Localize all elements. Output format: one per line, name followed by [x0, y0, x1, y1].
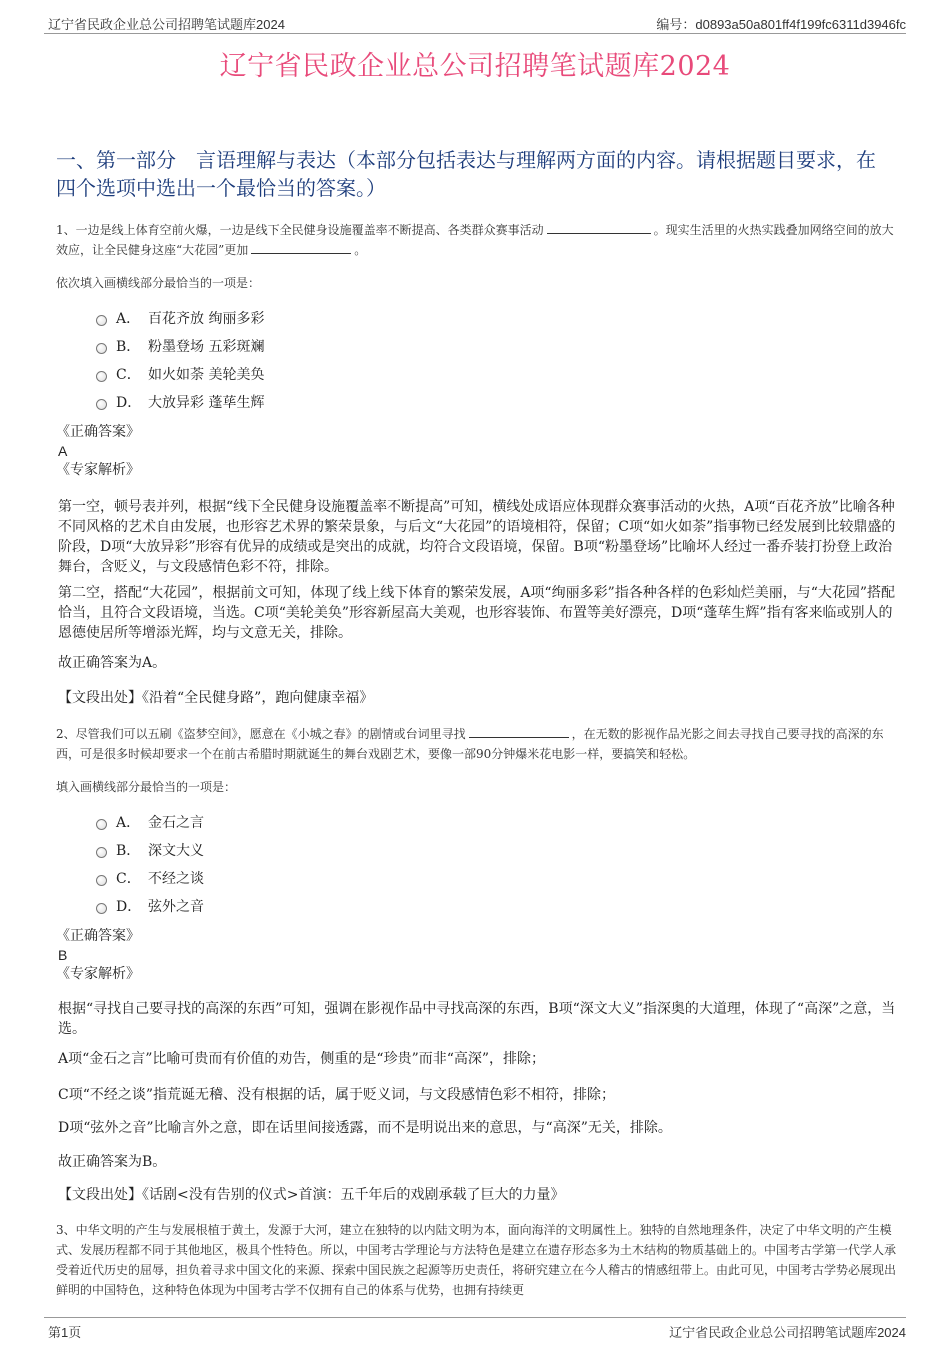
radio-icon[interactable]: [96, 315, 107, 326]
option-b[interactable]: B． 深文大义: [96, 836, 900, 864]
header-divider: [44, 33, 906, 34]
expert-analysis-label: 《专家解析》: [56, 462, 140, 478]
question-1-text: 1、一边是线上体育空前火爆，一边是线下全民健身设施覆盖率不断提高、各类群众赛事活动 。现实生活里的火热实践叠加网络空间的放大效应，让全民健身这座“大花园”更加 。: [56, 223, 894, 257]
correct-answer-value: B: [58, 947, 68, 963]
correct-answer-label: 《正确答案》: [56, 424, 140, 440]
section-title: 一、第一部分 言语理解与表达（本部分包括表达与理解两方面的内容。请根据题目要求，在四个选项中选出一个最恰当的答案。）: [56, 148, 876, 200]
source-citation: 【文段出处】《话剧<没有告别的仪式>首演：五千年后的戏剧承载了巨大的力量》: [58, 1187, 565, 1203]
question-1: [56, 220, 900, 260]
answer-blank: [547, 221, 651, 234]
answer-blank: [469, 725, 569, 738]
analysis-conclusion: 故正确答案为A。: [58, 655, 167, 671]
correct-answer-label: 《正确答案》: [56, 928, 140, 944]
question-2: [56, 724, 900, 764]
header-left-title: 辽宁省民政企业总公司招聘笔试题库2024: [48, 17, 285, 32]
expert-analysis-label: 《专家解析》: [56, 966, 140, 982]
radio-icon[interactable]: [96, 343, 107, 354]
question-2-text: 2、尽管我们可以五刷《盗梦空间》，愿意在《小城之春》的剧情或台词里寻找 ，在无数的影视作品光影之间去寻找自己要寻找的高深的东西，可是很多时候却要求一个在前古希腊时期就诞生的舞台戏剧艺术，要像一部90分钟爆米花电影一样，要搞笑和轻松。: [56, 727, 884, 761]
question-2-prompt: 填入画横线部分最恰当的一项是：: [56, 780, 237, 794]
analysis-paragraph: A项“金石之言”比喻可贵而有价值的劝告，侧重的是“珍贵”而非“高深”，排除；: [58, 1051, 546, 1067]
question-2-options: [56, 808, 900, 920]
option-c[interactable]: C． 不经之谈: [96, 864, 900, 892]
analysis-paragraph: 根据“寻找自己要寻找的高深的东西”可知，强调在影视作品中寻找高深的东西，B项“深文大义”指深奥的大道理，体现了“高深”之意，当选。: [58, 1001, 896, 1037]
analysis-conclusion: 故正确答案为B。: [58, 1154, 167, 1170]
footer-title: 辽宁省民政企业总公司招聘笔试题库2024: [669, 1325, 906, 1340]
analysis-paragraph: D项“弦外之音”比喻言外之意，即在话里间接透露，而不是明说出来的意思，与“高深”无关，排除。: [58, 1120, 672, 1136]
option-a[interactable]: A． 金石之言: [96, 808, 900, 836]
footer-divider: [44, 1317, 906, 1318]
page-title: 辽宁省民政企业总公司招聘笔试题库2024: [219, 51, 731, 82]
analysis-paragraph: C项“不经之谈”指荒诞无稽、没有根据的话，属于贬义词，与文段感情色彩不相符，排除；: [58, 1087, 616, 1103]
question-1-prompt: 依次填入画横线部分最恰当的一项是：: [56, 276, 261, 290]
header-document-id: 编号：d0893a50a801ff4f199fc6311d3946fc: [656, 17, 906, 32]
question-3: [56, 1220, 900, 1300]
analysis-paragraph: 第二空，搭配“大花园”，根据前文可知，体现了线上线下体育的繁荣发展，A项“绚丽多彩”指各种各样的色彩灿烂美丽，与“大花园”搭配恰当，且符合文段语境，当选。C项“美轮美奂”形容新屋高大美观，也形容装饰、布置等美好漂亮，D项“蓬荜生辉”指有客来临或别人的恩德使居所等增添光辉，均与文意无关，排除。: [58, 585, 896, 641]
radio-icon[interactable]: [96, 371, 107, 382]
radio-icon[interactable]: [96, 847, 107, 858]
radio-icon[interactable]: [96, 399, 107, 410]
option-c[interactable]: C． 如火如荼 美轮美奂: [96, 360, 900, 388]
option-b[interactable]: B． 粉墨登场 五彩斑斓: [96, 332, 900, 360]
question-3-text: 3、中华文明的产生与发展根植于黄土，发源于大河，建立在独特的以内陆文明为本，面向海洋的文明属性上。独特的自然地理条件，决定了中华文明的产生模式、发展历程都不同于其他地区，极具个性特色。所以，中国考古学理论与方法特色是建立在遗存形态多为土木结构的物质基础上的。中国考古学第一代学人承受着近代历史的屈辱，担负着寻求中国文化的来源、探索中国民族之起源等历史责任，将研究建立在今人稽古的情感纽带上。由此可见，中国考古学势必展现出鲜明的中国特色，这种特色体现为中国考古学不仅拥有自己的体系与优势，也拥有持续更: [56, 1223, 897, 1297]
page-number: 第1页: [48, 1325, 82, 1340]
radio-icon[interactable]: [96, 819, 107, 830]
answer-blank: [251, 241, 351, 254]
option-d[interactable]: D． 弦外之音: [96, 892, 900, 920]
question-1-options: [56, 304, 900, 416]
source-citation: 【文段出处】《沿着“全民健身路”，跑向健康幸福》: [58, 690, 374, 706]
radio-icon[interactable]: [96, 903, 107, 914]
option-a[interactable]: A． 百花齐放 绚丽多彩: [96, 304, 900, 332]
analysis-paragraph: 第一空，顿号表并列，根据“线下全民健身设施覆盖率不断提高”可知，横线处成语应体现群众赛事活动的火热，A项“百花齐放”比喻各种不同风格的艺术自由发展，也形容艺术界的繁荣景象，与后文“大花园”的语境相符，保留；C项“如火如荼”指事物已经发展到比较鼎盛的阶段，D项“大放异彩”形容有优异的成绩或是突出的成就，均符合文段语境，保留。B项“粉墨登场”比喻坏人经过一番乔装打扮登上政治舞台，含贬义，与文段感情色彩不符，排除。: [58, 499, 896, 575]
correct-answer-value: A: [58, 443, 68, 459]
option-d[interactable]: D． 大放异彩 蓬荜生辉: [96, 388, 900, 416]
radio-icon[interactable]: [96, 875, 107, 886]
